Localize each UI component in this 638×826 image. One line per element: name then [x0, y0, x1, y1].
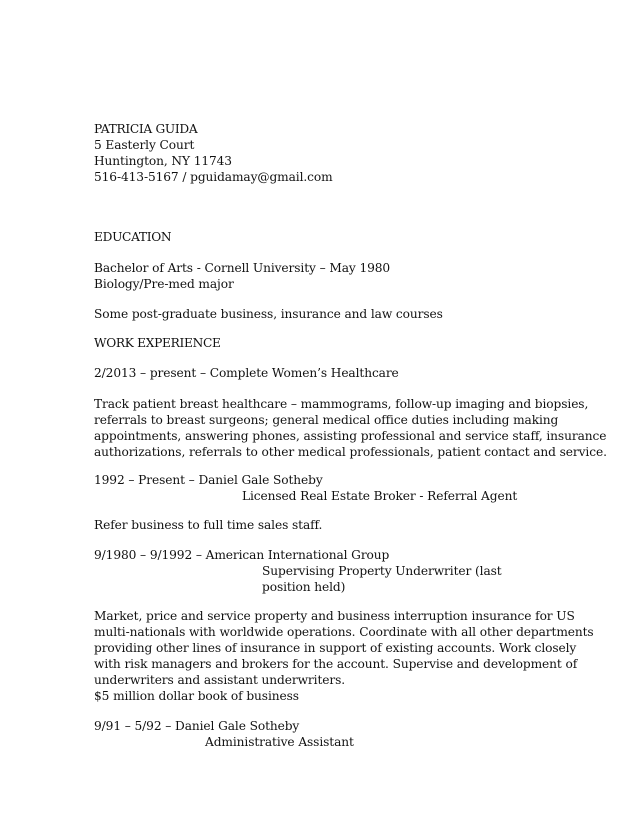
education-major: Biology/Pre-med major	[94, 277, 234, 291]
job-description-line: Market, price and service property and business interruption insurance for US	[94, 609, 575, 623]
phone-email: 516-413-5167 / pguidamay@gmail.com	[94, 170, 333, 184]
job-title: Licensed Real Estate Broker - Referral Agent	[242, 489, 518, 503]
applicant-name: PATRICIA GUIDA	[94, 122, 198, 136]
job-title: position held)	[262, 580, 346, 594]
job-description-line: multi-nationals with worldwide operations. Coordinate with all other departments	[94, 625, 594, 639]
job-description-line: Refer business to full time sales staff.	[94, 518, 323, 532]
job-title: Supervising Property Underwriter (last	[262, 564, 502, 578]
job-description-line: appointments, answering phones, assisting professional and service staff, insurance	[94, 429, 607, 443]
work-experience-heading: WORK EXPERIENCE	[94, 336, 221, 350]
job-description-line: $5 million dollar book of business	[94, 689, 299, 703]
education-degree: Bachelor of Arts - Cornell University – May 1980	[94, 261, 391, 275]
job-description-line: with risk managers and brokers for the account. Supervise and development of	[94, 657, 578, 671]
job-description-line: providing other lines of insurance in support of existing accounts. Work closely	[94, 641, 577, 655]
job-description-line: underwriters and assistant underwriters.	[94, 673, 346, 687]
education-heading: EDUCATION	[94, 230, 172, 244]
job-dates-org: 1992 – Present – Daniel Gale Sotheby	[94, 473, 323, 487]
job-dates-org: 9/91 – 5/92 – Daniel Gale Sotheby	[94, 719, 300, 733]
city-state-zip: Huntington, NY 11743	[94, 154, 232, 168]
job-dates-org: 2/2013 – present – Complete Women’s Healthcare	[94, 366, 399, 380]
job-description-line: authorizations, referrals to other medical professionals, patient contact and service.	[94, 445, 607, 459]
job-description-line: referrals to breast surgeons; general medical office duties including making	[94, 413, 559, 427]
street-address: 5 Easterly Court	[94, 138, 195, 152]
job-dates-org: 9/1980 – 9/1992 – American International Group	[94, 548, 390, 562]
job-description-line: Track patient breast healthcare – mammograms, follow-up imaging and biopsies,	[94, 397, 589, 411]
education-additional: Some post-graduate business, insurance and law courses	[94, 307, 443, 321]
job-title: Administrative Assistant	[205, 735, 354, 749]
